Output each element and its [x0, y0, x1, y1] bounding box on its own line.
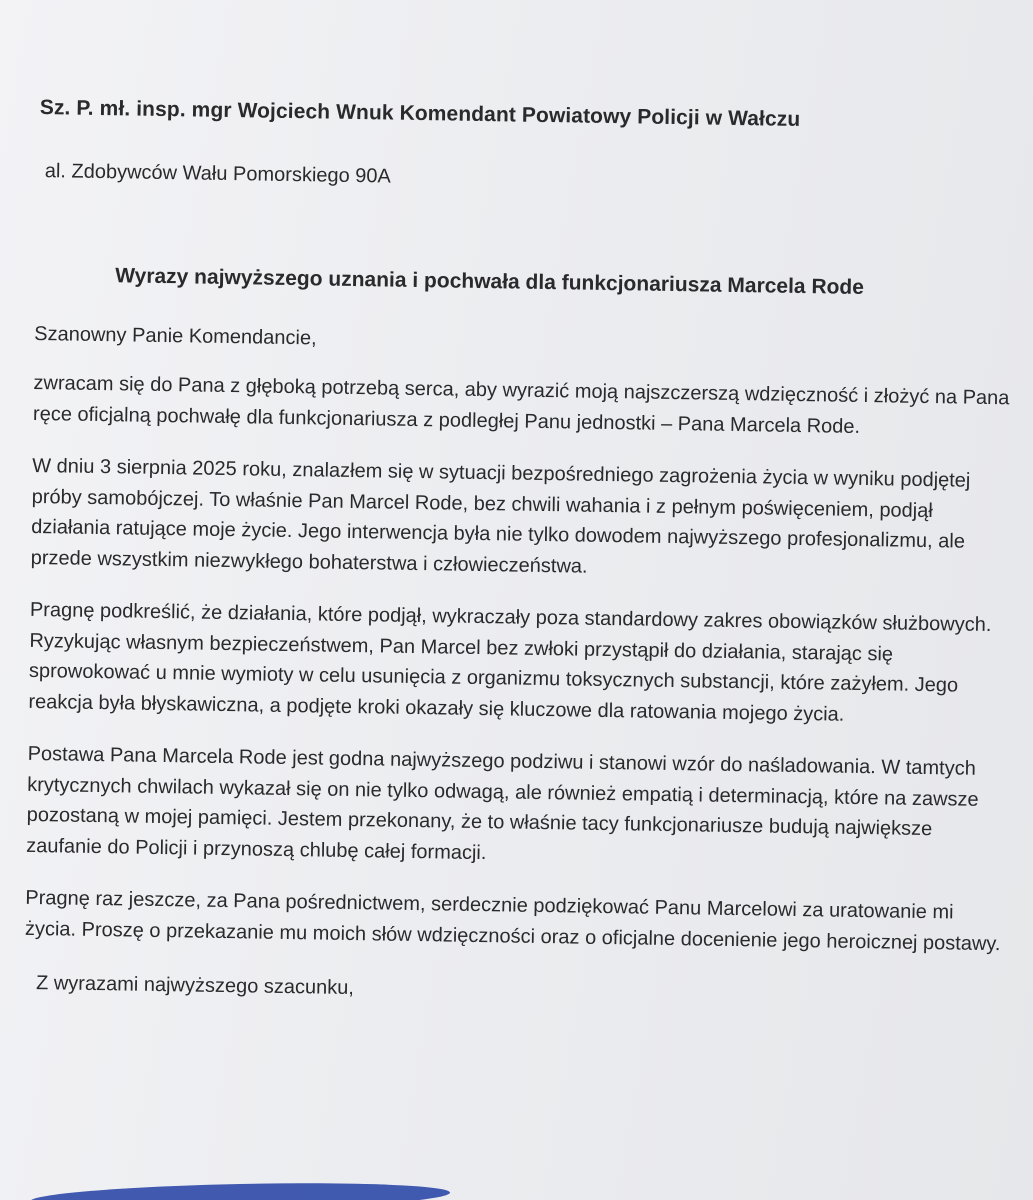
closing-line: Z wyrazami najwyższego szacunku, [35, 972, 355, 1000]
letter-page [24, 96, 1018, 1010]
paragraph-3: Pragnę podkreślić, że działania, które podjął, wykraczały poza standardowy zakres obowiązków służbowych. Ryzykując własnym bezpieczeństwem, Pan Marcel bez zwłoki przystąpił do działania, starając się sprowokować u mnie wymioty w celu usunięcia z organizmu toksycznych substancji, które zażyłem. Jego reakcja była błyskawiczna, a podjęte kroki okazały się kluczowe dla ratowania mojego życia. [28, 598, 992, 726]
paragraph-4: Postawa Pana Marcela Rode jest godna najwyższego podziwu i stanowi wzór do naśladowania. W tamtych krytycznych chwilach wykazał się on nie tylko odwagą, ale również empatią i determinacją, które na zawsze pozostaną w mojej pamięci. Jestem przekonany, że to właśnie tacy funkcjonariusze budują największe zaufanie do Policji i przynoszą chlubę całej formacji. [26, 742, 979, 864]
paragraph-1: zwracam się do Pana z głęboką potrzebą serca, aby wyrazić moją najszczerszą wdzięczność i złożyć na Pana ręce oficjalną pochwałę dla funkcjonariusza z podległej Panu jednostki – Pana Marcela Rode. [32, 371, 1010, 438]
signature-ink-stroke [30, 1180, 450, 1200]
paragraph-5: Pragnę raz jeszcze, za Pana pośrednictwem, serdecznie podziękować Panu Marcelowi za uratowanie mi życia. Proszę o przekazanie mu moich słów wdzięczności oraz o oficjalne docenienie jego heroicznej postawy. [24, 886, 1001, 955]
letter-subject: Wyrazy najwyższego uznania i pochwała dla funkcjonariusza Marcela Rode [115, 264, 865, 299]
address-line: al. Zdobywców Wału Pomorskiego 90A [44, 160, 392, 188]
salutation: Szanowny Panie Komendancie, [34, 322, 317, 350]
paragraph-2: W dniu 3 sierpnia 2025 roku, znalazłem się w sytuacji bezpośredniego zagrożenia życia w wyniku podjętej próby samobójczej. To właśnie Pan Marcel Rode, bez chwili wahania i z pełnym poświęceniem, podjął działania ratujące moje życie. Jego interwencja była nie tylko dowodem najwyższego profesjonalizmu, ale przede wszystkim niezwykłego bohaterstwa i człowieczeństwa. [30, 454, 971, 578]
recipient-line: Sz. P. mł. insp. mgr Wojciech Wnuk Komendant Powiatowy Policji w Wałczu [39, 96, 801, 131]
